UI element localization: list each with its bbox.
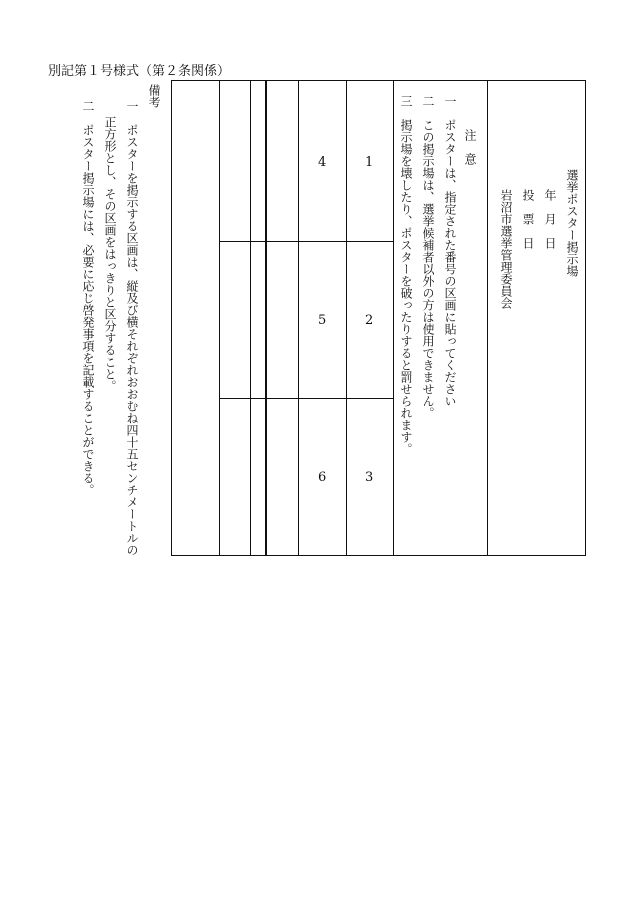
column-divider-double xyxy=(265,81,267,555)
notice-1: 一 ポスターは、指定された番号の区画に貼ってください xyxy=(443,95,457,407)
row-divider xyxy=(219,241,393,242)
slot-number-4: 4 xyxy=(318,155,327,170)
notice-2: 二 この掲示場は、選挙候補者以外の方は使用できません。 xyxy=(421,95,435,419)
slot-number-1: 1 xyxy=(365,155,374,170)
column-divider xyxy=(487,81,488,555)
slot-number-3: 3 xyxy=(365,470,374,485)
board-title: 選挙ポスター掲示場 xyxy=(565,169,579,277)
column-divider xyxy=(393,81,394,555)
column-divider xyxy=(219,81,220,555)
column-divider xyxy=(346,81,347,555)
remarks-heading: 備考 xyxy=(147,84,161,108)
remark-1-continued: 正方形とし、その区画をはっきりと区分すること。 xyxy=(103,116,117,392)
poster-board-form xyxy=(171,80,586,556)
notice-heading: 注 意 xyxy=(463,129,477,165)
form-caption: 別記第１号様式（第２条関係） xyxy=(48,64,231,79)
slot-number-2: 2 xyxy=(365,313,374,328)
notice-3: 三 掲示場を壊したり、ポスターを破ったりすると罰せられます。 xyxy=(399,95,413,455)
remark-1: 一 ポスターを掲示する区画は、縦及び横それぞれおおむね四十五センチメートルの xyxy=(125,100,139,556)
vote-day-line: 投 票 日 xyxy=(521,189,535,249)
column-divider xyxy=(250,81,251,555)
slot-number-6: 6 xyxy=(318,470,327,485)
slot-number-5: 5 xyxy=(318,313,327,328)
column-divider xyxy=(298,81,299,555)
row-divider xyxy=(219,398,393,399)
date-line: 年 月 日 xyxy=(543,189,557,249)
remark-2: 二 ポスター掲示場には、必要に応じ啓発事項を記載することができる。 xyxy=(81,100,95,496)
committee-name: 岩沼市選挙管理委員会 xyxy=(499,189,513,309)
